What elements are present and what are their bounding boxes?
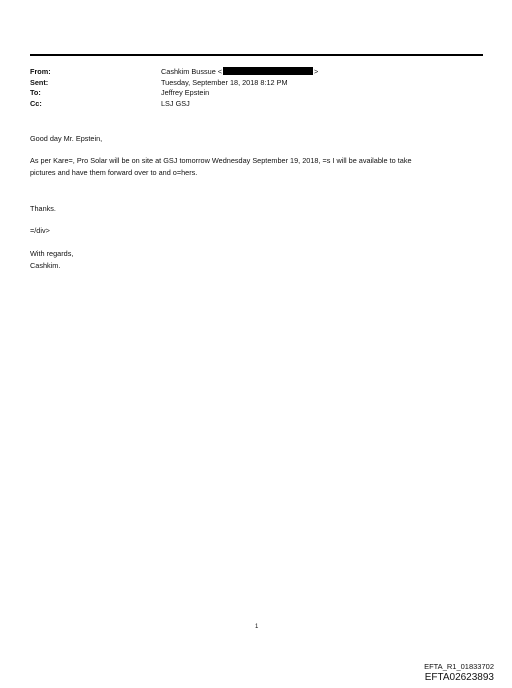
- bates-number-1: EFTA_R1_01833702: [424, 662, 494, 671]
- sent-value: Tuesday, September 18, 2018 8:12 PM: [161, 77, 288, 87]
- from-row: [30, 67, 318, 78]
- from-name: Cashkim Bussue <: [161, 67, 223, 76]
- message-line-2: pictures and have them forward over to and o=hers.: [30, 167, 198, 177]
- signature-name: Cashkim.: [30, 260, 61, 270]
- bates-number-2: EFTA02623893: [424, 672, 494, 683]
- cc-label: Cc:: [30, 98, 42, 108]
- message-line-1: As per Kare=, Pro Solar will be on site at GSJ tomorrow Wednesday September 19, 2018, =s I will be available to take: [30, 156, 412, 165]
- from-label: From:: [30, 67, 51, 76]
- header-rule: [30, 54, 483, 56]
- to-row: [30, 88, 318, 99]
- to-value: Jeffrey Epstein: [161, 88, 210, 97]
- thanks-text: Thanks.: [30, 204, 56, 213]
- message-paragraph: [30, 155, 412, 178]
- page-number: 1: [255, 624, 259, 630]
- sent-row: [30, 78, 318, 89]
- redaction-block: [223, 67, 313, 75]
- div-artifact-text: =/div>: [30, 226, 50, 235]
- sent-label: Sent:: [30, 77, 49, 87]
- to-label: To:: [30, 88, 41, 97]
- cc-row: [30, 99, 318, 110]
- email-header: [30, 67, 318, 109]
- from-suffix: >: [314, 67, 319, 76]
- greeting: Good day Mr. Epstein,: [30, 134, 103, 143]
- signature-block: [30, 248, 73, 271]
- cc-value: LSJ GSJ: [161, 98, 190, 108]
- regards-text: With regards,: [30, 249, 74, 258]
- from-value: [161, 67, 318, 78]
